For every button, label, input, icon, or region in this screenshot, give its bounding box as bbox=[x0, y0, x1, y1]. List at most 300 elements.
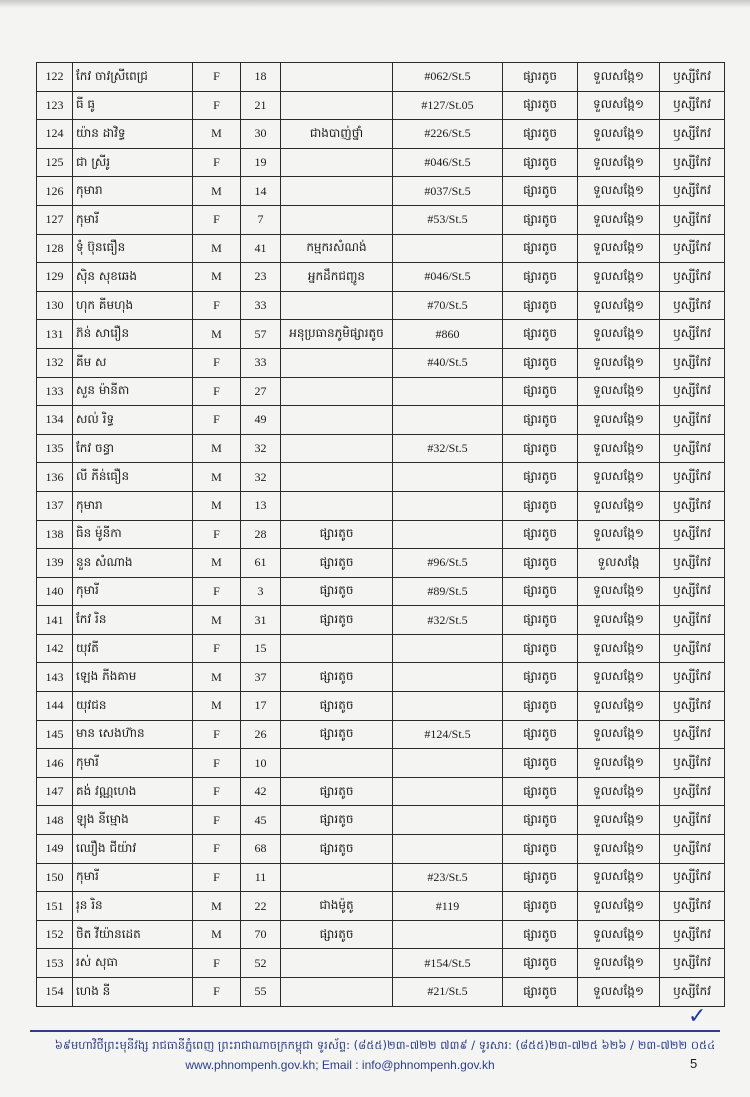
commune-cell: ទួលសង្កែ១ bbox=[578, 263, 660, 292]
sex-cell: F bbox=[193, 720, 241, 749]
table-row bbox=[37, 434, 725, 463]
district-cell: ឫស្សីកែវ bbox=[660, 606, 725, 635]
occupation-cell: អ្នកដឹកជញ្ជូន bbox=[281, 263, 393, 292]
row-number: 131 bbox=[37, 320, 73, 349]
district-cell: ឫស្សីកែវ bbox=[660, 749, 725, 778]
district-cell: ឫស្សីកែវ bbox=[660, 63, 725, 92]
sex-cell: M bbox=[193, 463, 241, 492]
person-name: កែវ រិន bbox=[73, 606, 193, 635]
occupation-cell: ផ្សារតូច bbox=[281, 692, 393, 721]
district-cell: ឫស្សីកែវ bbox=[660, 692, 725, 721]
table-row bbox=[37, 863, 725, 892]
district-cell: ឫស្សីកែវ bbox=[660, 577, 725, 606]
row-number: 129 bbox=[37, 263, 73, 292]
sex-cell: M bbox=[193, 234, 241, 263]
village-cell: ផ្សារតូច bbox=[503, 920, 578, 949]
district-cell: ឫស្សីកែវ bbox=[660, 634, 725, 663]
commune-cell: ទួលសង្កែ១ bbox=[578, 806, 660, 835]
commune-cell: ទួលសង្កែ១ bbox=[578, 863, 660, 892]
district-cell: ឫស្សីកែវ bbox=[660, 320, 725, 349]
register-table bbox=[36, 62, 725, 1007]
person-name: កែវ ចាវស្រីពេជ្រ bbox=[73, 63, 193, 92]
row-number: 127 bbox=[37, 205, 73, 234]
village-cell: ផ្សារតូច bbox=[503, 406, 578, 435]
sex-cell: M bbox=[193, 320, 241, 349]
row-number: 137 bbox=[37, 491, 73, 520]
address-cell bbox=[393, 520, 503, 549]
age-cell: 17 bbox=[241, 692, 281, 721]
district-cell: ឫស្សីកែវ bbox=[660, 520, 725, 549]
occupation-cell bbox=[281, 148, 393, 177]
occupation-cell: ផ្សារតូច bbox=[281, 835, 393, 864]
person-name: ហុក គីមហុង bbox=[73, 291, 193, 320]
age-cell: 19 bbox=[241, 148, 281, 177]
commune-cell: ទួលសង្កែ១ bbox=[578, 91, 660, 120]
table-row bbox=[37, 463, 725, 492]
address-cell: #062/St.5 bbox=[393, 63, 503, 92]
person-name: ភ៊ន់ សារឿន bbox=[73, 320, 193, 349]
village-cell: ផ្សារតូច bbox=[503, 549, 578, 578]
address-cell: #96/St.5 bbox=[393, 549, 503, 578]
sex-cell: M bbox=[193, 692, 241, 721]
person-name: ឡេង ភីងគាម bbox=[73, 663, 193, 692]
row-number: 138 bbox=[37, 520, 73, 549]
sex-cell: F bbox=[193, 63, 241, 92]
commune-cell: ទួលសង្កែ១ bbox=[578, 434, 660, 463]
address-cell: #53/St.5 bbox=[393, 205, 503, 234]
age-cell: 55 bbox=[241, 978, 281, 1007]
address-cell bbox=[393, 777, 503, 806]
occupation-cell bbox=[281, 863, 393, 892]
village-cell: ផ្សារតូច bbox=[503, 835, 578, 864]
commune-cell: ទួលសង្កែ១ bbox=[578, 835, 660, 864]
row-number: 124 bbox=[37, 120, 73, 149]
village-cell: ផ្សារតូច bbox=[503, 692, 578, 721]
village-cell: ផ្សារតូច bbox=[503, 148, 578, 177]
row-number: 152 bbox=[37, 920, 73, 949]
row-number: 123 bbox=[37, 91, 73, 120]
village-cell: ផ្សារតូច bbox=[503, 863, 578, 892]
age-cell: 52 bbox=[241, 949, 281, 978]
commune-cell: ទួលសង្កែ១ bbox=[578, 749, 660, 778]
row-number: 149 bbox=[37, 835, 73, 864]
person-name: យុវជន bbox=[73, 692, 193, 721]
district-cell: ឫស្សីកែវ bbox=[660, 920, 725, 949]
age-cell: 32 bbox=[241, 434, 281, 463]
table-row bbox=[37, 606, 725, 635]
row-number: 140 bbox=[37, 577, 73, 606]
page-top-edge bbox=[0, 0, 750, 8]
age-cell: 32 bbox=[241, 463, 281, 492]
table-row bbox=[37, 348, 725, 377]
address-cell: #70/St.5 bbox=[393, 291, 503, 320]
sex-cell: F bbox=[193, 634, 241, 663]
occupation-cell: កម្មករសំណង់ bbox=[281, 234, 393, 263]
age-cell: 33 bbox=[241, 348, 281, 377]
district-cell: ឫស្សីកែវ bbox=[660, 720, 725, 749]
sex-cell: F bbox=[193, 205, 241, 234]
occupation-cell bbox=[281, 634, 393, 663]
table-row bbox=[37, 777, 725, 806]
address-cell bbox=[393, 463, 503, 492]
district-cell: ឫស្សីកែវ bbox=[660, 892, 725, 921]
occupation-cell: ជាងបាញ់ថ្នាំ bbox=[281, 120, 393, 149]
age-cell: 15 bbox=[241, 634, 281, 663]
commune-cell: ទួលសង្កែ១ bbox=[578, 320, 660, 349]
footer-website[interactable]: www.phnompenh.gov.kh; Email : info@phnompenh.gov.kh bbox=[185, 1058, 495, 1072]
commune-cell: ទួលសង្កែ១ bbox=[578, 291, 660, 320]
age-cell: 7 bbox=[241, 205, 281, 234]
district-cell: ឫស្សីកែវ bbox=[660, 291, 725, 320]
village-cell: ផ្សារតូច bbox=[503, 749, 578, 778]
row-number: 147 bbox=[37, 777, 73, 806]
address-cell bbox=[393, 749, 503, 778]
village-cell: ផ្សារតូច bbox=[503, 491, 578, 520]
commune-cell: ទួលសង្កែ១ bbox=[578, 348, 660, 377]
person-name: ស៊ិន សុខឆេង bbox=[73, 263, 193, 292]
commune-cell: ទួលសង្កែ១ bbox=[578, 892, 660, 921]
district-cell: ឫស្សីកែវ bbox=[660, 434, 725, 463]
person-name: កុមារា bbox=[73, 491, 193, 520]
district-cell: ឫស្សីកែវ bbox=[660, 806, 725, 835]
row-number: 122 bbox=[37, 63, 73, 92]
district-cell: ឫស្សីកែវ bbox=[660, 835, 725, 864]
occupation-cell bbox=[281, 406, 393, 435]
district-cell: ឫស្សីកែវ bbox=[660, 205, 725, 234]
table-row bbox=[37, 148, 725, 177]
table-row bbox=[37, 177, 725, 206]
address-cell: #124/St.5 bbox=[393, 720, 503, 749]
district-cell: ឫស្សីកែវ bbox=[660, 463, 725, 492]
table-row bbox=[37, 377, 725, 406]
age-cell: 49 bbox=[241, 406, 281, 435]
person-name: កុមារី bbox=[73, 577, 193, 606]
sex-cell: F bbox=[193, 863, 241, 892]
district-cell: ឫស្សីកែវ bbox=[660, 91, 725, 120]
village-cell: ផ្សារតូច bbox=[503, 120, 578, 149]
address-cell: #32/St.5 bbox=[393, 606, 503, 635]
row-number: 136 bbox=[37, 463, 73, 492]
table-row bbox=[37, 663, 725, 692]
address-cell bbox=[393, 835, 503, 864]
row-number: 145 bbox=[37, 720, 73, 749]
table-row bbox=[37, 749, 725, 778]
row-number: 126 bbox=[37, 177, 73, 206]
occupation-cell: ផ្សារតូច bbox=[281, 920, 393, 949]
row-number: 154 bbox=[37, 978, 73, 1007]
village-cell: ផ្សារតូច bbox=[503, 892, 578, 921]
village-cell: ផ្សារតូច bbox=[503, 577, 578, 606]
village-cell: ផ្សារតូច bbox=[503, 234, 578, 263]
occupation-cell bbox=[281, 434, 393, 463]
district-cell: ឫស្សីកែវ bbox=[660, 406, 725, 435]
district-cell: ឫស្សីកែវ bbox=[660, 491, 725, 520]
sex-cell: F bbox=[193, 749, 241, 778]
age-cell: 30 bbox=[241, 120, 281, 149]
village-cell: ផ្សារតូច bbox=[503, 806, 578, 835]
age-cell: 31 bbox=[241, 606, 281, 635]
occupation-cell bbox=[281, 463, 393, 492]
commune-cell: ទួលសង្កែ១ bbox=[578, 120, 660, 149]
occupation-cell: ផ្សារតូច bbox=[281, 777, 393, 806]
occupation-cell: ផ្សារតូច bbox=[281, 577, 393, 606]
register-body bbox=[37, 63, 725, 1007]
table-row bbox=[37, 949, 725, 978]
age-cell: 70 bbox=[241, 920, 281, 949]
address-cell: #860 bbox=[393, 320, 503, 349]
person-name: រុន រិន bbox=[73, 892, 193, 921]
village-cell: ផ្សារតូច bbox=[503, 434, 578, 463]
address-cell: #154/St.5 bbox=[393, 949, 503, 978]
table-row bbox=[37, 634, 725, 663]
sex-cell: F bbox=[193, 520, 241, 549]
occupation-cell bbox=[281, 205, 393, 234]
district-cell: ឫស្សីកែវ bbox=[660, 863, 725, 892]
row-number: 132 bbox=[37, 348, 73, 377]
commune-cell: ទួលសង្កែ១ bbox=[578, 520, 660, 549]
district-cell: ឫស្សីកែវ bbox=[660, 663, 725, 692]
person-name: កុមារា bbox=[73, 177, 193, 206]
address-cell bbox=[393, 491, 503, 520]
village-cell: ផ្សារតូច bbox=[503, 663, 578, 692]
district-cell: ឫស្សីកែវ bbox=[660, 120, 725, 149]
sex-cell: F bbox=[193, 577, 241, 606]
table-row bbox=[37, 491, 725, 520]
signature-mark-icon: ✓ bbox=[688, 1004, 707, 1029]
commune-cell: ទួលសង្កែ១ bbox=[578, 920, 660, 949]
age-cell: 3 bbox=[241, 577, 281, 606]
row-number: 151 bbox=[37, 892, 73, 921]
row-number: 139 bbox=[37, 549, 73, 578]
village-cell: ផ្សារតូច bbox=[503, 91, 578, 120]
occupation-cell: ផ្សារតូច bbox=[281, 549, 393, 578]
district-cell: ឫស្សីកែវ bbox=[660, 949, 725, 978]
address-cell: #40/St.5 bbox=[393, 348, 503, 377]
sex-cell: M bbox=[193, 892, 241, 921]
village-cell: ផ្សារតូច bbox=[503, 320, 578, 349]
person-name: ធិន ម៉ូនីកា bbox=[73, 520, 193, 549]
commune-cell: ទួលសង្កែ១ bbox=[578, 63, 660, 92]
district-cell: ឫស្សីកែវ bbox=[660, 377, 725, 406]
table-row bbox=[37, 205, 725, 234]
address-cell: #037/St.5 bbox=[393, 177, 503, 206]
commune-cell: ទួលសង្កែ១ bbox=[578, 463, 660, 492]
age-cell: 57 bbox=[241, 320, 281, 349]
table-row bbox=[37, 720, 725, 749]
page-number: 5 bbox=[690, 1056, 698, 1071]
row-number: 142 bbox=[37, 634, 73, 663]
person-name: ថិត វីយ៉ានដេត bbox=[73, 920, 193, 949]
address-cell bbox=[393, 377, 503, 406]
sex-cell: M bbox=[193, 177, 241, 206]
table-row bbox=[37, 549, 725, 578]
village-cell: ផ្សារតូច bbox=[503, 720, 578, 749]
village-cell: ផ្សារតូច bbox=[503, 377, 578, 406]
occupation-cell: ផ្សារតូច bbox=[281, 520, 393, 549]
footer-address: ៦៩មហាវិថីព្រះមុនីវង្ស រាជធានីភ្នំពេញ ព្រះរាជាណាចក្រកម្ពុជា ទូរស័ព្ទ: (៨៥៥)២៣-៧២២ ៧៣៩ / ទូរសារ: (៨៥៥)២៣-៧២៥ ៦២៦ / ២៣-៧២២ ០៥៤ bbox=[54, 1038, 716, 1052]
occupation-cell: ផ្សារតូច bbox=[281, 663, 393, 692]
address-cell bbox=[393, 234, 503, 263]
sex-cell: M bbox=[193, 434, 241, 463]
sex-cell: M bbox=[193, 120, 241, 149]
commune-cell: ទួលសង្កែ១ bbox=[578, 234, 660, 263]
district-cell: ឫស្សីកែវ bbox=[660, 234, 725, 263]
sex-cell: M bbox=[193, 606, 241, 635]
age-cell: 33 bbox=[241, 291, 281, 320]
village-cell: ផ្សារតូច bbox=[503, 520, 578, 549]
table-row bbox=[37, 577, 725, 606]
person-name: សួន ម៉ានីតា bbox=[73, 377, 193, 406]
district-cell: ឫស្សីកែវ bbox=[660, 777, 725, 806]
age-cell: 13 bbox=[241, 491, 281, 520]
row-number: 134 bbox=[37, 406, 73, 435]
sex-cell: F bbox=[193, 949, 241, 978]
table-row bbox=[37, 920, 725, 949]
address-cell bbox=[393, 663, 503, 692]
occupation-cell bbox=[281, 291, 393, 320]
age-cell: 14 bbox=[241, 177, 281, 206]
occupation-cell bbox=[281, 749, 393, 778]
age-cell: 10 bbox=[241, 749, 281, 778]
village-cell: ផ្សារតូច bbox=[503, 63, 578, 92]
district-cell: ឫស្សីកែវ bbox=[660, 978, 725, 1007]
row-number: 153 bbox=[37, 949, 73, 978]
village-cell: ផ្សារតូច bbox=[503, 291, 578, 320]
sex-cell: F bbox=[193, 835, 241, 864]
person-name: ធី ធូ bbox=[73, 91, 193, 120]
sex-cell: M bbox=[193, 663, 241, 692]
district-cell: ឫស្សីកែវ bbox=[660, 348, 725, 377]
address-cell: #32/St.5 bbox=[393, 434, 503, 463]
age-cell: 41 bbox=[241, 234, 281, 263]
district-cell: ឫស្សីកែវ bbox=[660, 148, 725, 177]
village-cell: ផ្សារតូច bbox=[503, 978, 578, 1007]
table-row bbox=[37, 835, 725, 864]
village-cell: ផ្សារតូច bbox=[503, 348, 578, 377]
row-number: 130 bbox=[37, 291, 73, 320]
commune-cell: ទួលសង្កែ១ bbox=[578, 949, 660, 978]
sex-cell: M bbox=[193, 920, 241, 949]
commune-cell: ទួលសង្កែ១ bbox=[578, 406, 660, 435]
commune-cell: ទួលសង្កែ១ bbox=[578, 177, 660, 206]
person-name: កុមារី bbox=[73, 205, 193, 234]
occupation-cell bbox=[281, 177, 393, 206]
table-row bbox=[37, 91, 725, 120]
person-name: កុមារី bbox=[73, 749, 193, 778]
occupation-cell: អនុប្រធានភូមិផ្សារតូច bbox=[281, 320, 393, 349]
village-cell: ផ្សារតូច bbox=[503, 634, 578, 663]
address-cell: #21/St.5 bbox=[393, 978, 503, 1007]
commune-cell: ទួលសង្កែ១ bbox=[578, 491, 660, 520]
table-row bbox=[37, 406, 725, 435]
table-row bbox=[37, 63, 725, 92]
age-cell: 37 bbox=[241, 663, 281, 692]
commune-cell: ទួលសង្កែ១ bbox=[578, 148, 660, 177]
age-cell: 68 bbox=[241, 835, 281, 864]
person-name: សល់ រិទ្ធ bbox=[73, 406, 193, 435]
person-name: ទុំ ប៊ុនធឿន bbox=[73, 234, 193, 263]
commune-cell: ទួលសង្កែ១ bbox=[578, 720, 660, 749]
address-cell: #89/St.5 bbox=[393, 577, 503, 606]
occupation-cell bbox=[281, 491, 393, 520]
occupation-cell bbox=[281, 949, 393, 978]
address-cell bbox=[393, 634, 503, 663]
address-cell bbox=[393, 406, 503, 435]
commune-cell: ទួលសង្កែ១ bbox=[578, 978, 660, 1007]
row-number: 144 bbox=[37, 692, 73, 721]
address-cell bbox=[393, 692, 503, 721]
age-cell: 23 bbox=[241, 263, 281, 292]
sex-cell: F bbox=[193, 978, 241, 1007]
commune-cell: ទួលសង្កែ១ bbox=[578, 577, 660, 606]
commune-cell: ទួលសង្កែ១ bbox=[578, 692, 660, 721]
age-cell: 61 bbox=[241, 549, 281, 578]
table-row bbox=[37, 520, 725, 549]
age-cell: 45 bbox=[241, 806, 281, 835]
person-name: លី ភីន់ធឿន bbox=[73, 463, 193, 492]
age-cell: 18 bbox=[241, 63, 281, 92]
district-cell: ឫស្សីកែវ bbox=[660, 549, 725, 578]
person-name: យ៉ាន ដាវិទ្ធ bbox=[73, 120, 193, 149]
person-name: កែវ ចន្ធា bbox=[73, 434, 193, 463]
commune-cell: ទួលសង្កែ១ bbox=[578, 634, 660, 663]
sex-cell: F bbox=[193, 148, 241, 177]
occupation-cell bbox=[281, 978, 393, 1007]
address-cell: #119 bbox=[393, 892, 503, 921]
age-cell: 11 bbox=[241, 863, 281, 892]
address-cell: #046/St.5 bbox=[393, 263, 503, 292]
person-name: យុវតី bbox=[73, 634, 193, 663]
sex-cell: F bbox=[193, 377, 241, 406]
address-cell: #23/St.5 bbox=[393, 863, 503, 892]
occupation-cell bbox=[281, 91, 393, 120]
village-cell: ផ្សារតូច bbox=[503, 205, 578, 234]
sex-cell: M bbox=[193, 263, 241, 292]
row-number: 135 bbox=[37, 434, 73, 463]
row-number: 146 bbox=[37, 749, 73, 778]
village-cell: ផ្សារតូច bbox=[503, 463, 578, 492]
table-row bbox=[37, 263, 725, 292]
address-cell: #046/St.5 bbox=[393, 148, 503, 177]
commune-cell: ទួលសង្កែ១ bbox=[578, 377, 660, 406]
address-cell: #127/St.05 bbox=[393, 91, 503, 120]
village-cell: ផ្សារតូច bbox=[503, 777, 578, 806]
footer-divider bbox=[30, 1030, 720, 1032]
age-cell: 21 bbox=[241, 91, 281, 120]
person-name: រស់ សុធា bbox=[73, 949, 193, 978]
occupation-cell bbox=[281, 348, 393, 377]
village-cell: ផ្សារតូច bbox=[503, 606, 578, 635]
row-number: 133 bbox=[37, 377, 73, 406]
row-number: 143 bbox=[37, 663, 73, 692]
table-row bbox=[37, 120, 725, 149]
table-row bbox=[37, 234, 725, 263]
age-cell: 22 bbox=[241, 892, 281, 921]
person-name: ឡុង នីម្មោង bbox=[73, 806, 193, 835]
occupation-cell: ផ្សារតូច bbox=[281, 606, 393, 635]
commune-cell: ទួលសង្កែ១ bbox=[578, 606, 660, 635]
occupation-cell bbox=[281, 377, 393, 406]
commune-cell: ទួលសង្កែ១ bbox=[578, 205, 660, 234]
commune-cell: ទួលសង្កែ bbox=[578, 549, 660, 578]
table-row bbox=[37, 320, 725, 349]
table-row bbox=[37, 892, 725, 921]
age-cell: 27 bbox=[241, 377, 281, 406]
occupation-cell: ជាងម៉ូតូ bbox=[281, 892, 393, 921]
village-cell: ផ្សារតូច bbox=[503, 949, 578, 978]
row-number: 150 bbox=[37, 863, 73, 892]
table-row bbox=[37, 806, 725, 835]
